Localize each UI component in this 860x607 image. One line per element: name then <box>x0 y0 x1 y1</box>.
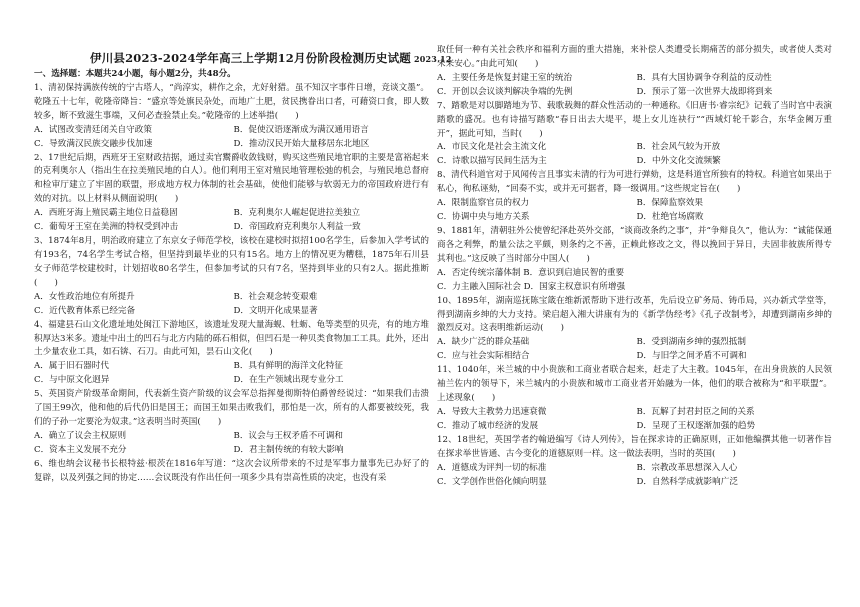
answer-option[interactable]: B．社会风气较为开放 <box>636 142 721 153</box>
option-grid <box>437 141 832 169</box>
answer-option[interactable]: B．保障监察效果 <box>636 198 703 209</box>
answer-option[interactable]: C．开创以会议谈判解决争端的先例 <box>437 86 573 97</box>
answer-option[interactable]: C．协调中央与地方关系 <box>437 212 530 223</box>
answer-option[interactable]: D．君主制传统的有较大影响 <box>233 444 344 455</box>
option-grid <box>437 197 832 225</box>
option-list <box>437 267 832 295</box>
question-stem: 10、1895年，湖南巡抚陈宝箴在维新派帮助下进行改革，先后设立矿务局、铸币局，兴办新式学堂等，得到湖南乡绅的大力支持。梁启超入湘大讲康有为的《新学伪经考》《孔子改制考》，却遭到湖南乡绅的激烈反对。这表明维新运动( ) <box>437 295 832 334</box>
question-stem: 4、福建县石山文化遗址地处闽江下游地区，该遗址发现大量海蚬、牡蛎、龟等类型的贝壳，有的地方堆积厚达3米多。遗址中出土的凹石与北方内陆的砾石相似，但凹石是一种贝类食物加工工具。此外，还出土少量农业工具，如石锛、石刀。由此可知，昙石山文化( ) <box>34 319 429 358</box>
answer-option[interactable]: D．自然科学成就影响广泛 <box>636 476 738 487</box>
answer-option[interactable]: C．与中原文化迥异 <box>34 375 110 386</box>
question-block <box>437 100 832 170</box>
question-block <box>34 319 429 389</box>
answer-option[interactable]: D．帝国政府克利奥尔人利益一致 <box>233 222 361 233</box>
question-stem: 2、17世纪后期，西班牙王室财政拮据，通过卖官鬻爵收敛钱财，购买这些殖民地官职的主要是富裕起来的克利奥尔人（指出生在拉美殖民地的白人）。他们利用王室对殖民地管理松弛的机会，与殖民地总督府和检审厅建立了牢固的联盟，形成地方权力体制的社会基础，使他们能够与软弱无力的帝国政府进行有效的对抗。以上材料从侧面说明( ) <box>34 152 429 205</box>
answer-option[interactable]: A．女性政治地位有所提升 <box>34 291 135 302</box>
option-grid <box>437 462 832 490</box>
answer-option[interactable]: D．中外文化交流频繁 <box>636 156 721 167</box>
answer-option[interactable]: C．应与社会实际相结合 <box>437 351 530 362</box>
answer-option[interactable]: A．主要任务是恢复封建王室的统治 <box>437 72 573 83</box>
question-stem: 11、1040年，米兰城的中小贵族和工商业者联合起来，赶走了大主教。1045年，在出身贵族的人民领袖兰佐内的领导下，米兰城内的小贵族和城市工商业者开始融为一体，他们的联合被称为“和平联盟”。上述现象( ) <box>437 365 832 404</box>
exam-date: 2023.12 <box>414 54 452 64</box>
question-stem: 6、维也纳会议秘书长根特兹·根茨在1816年写道：“这次会议所带来的不过是军事力量事先已办好了的复辟，以及列强之间的协定……会议既没有作出任何一项多少具有崇高性质的决定，也没有采 <box>34 458 429 483</box>
option-grid <box>34 360 429 388</box>
answer-option[interactable]: C．文学创作世俗化倾向明显 <box>437 476 547 487</box>
answer-option[interactable]: D．与旧学之间矛盾不可调和 <box>636 351 747 362</box>
question-stem: 12、18世纪，英国学者约翰逊编写《诗人列传》，旨在探求诗的正确原则，正如他编撰其他一切著作旨在探求举世皆通、古今变化的道德原则一样。这一做法表明，当时的英国( ) <box>437 434 832 459</box>
question-block <box>437 295 832 365</box>
answer-option[interactable]: A．试图改变清廷闭关自守政策 <box>34 124 152 135</box>
question-block <box>34 82 429 152</box>
answer-option[interactable]: B．具有大国协调争夺利益的反动性 <box>636 72 772 83</box>
question-stem: 1、清初保持满族传统的宁古塔人，“尚淳实，耕作之余，尤好射猎。虽不知汉字事件日增，竞谈文墨”。乾隆五十七年，乾隆帝降旨：“盛京等处旗民杂处，而地广土肥，贫民携眷出口者，可藉资口食，即人数较多，断不致滋生事端，又何必查验禁止矣。”乾隆帝的上述举措( ) <box>34 82 429 121</box>
answer-option[interactable]: D．在生产领域出现专业分工 <box>233 375 344 386</box>
answer-option[interactable]: D．杜绝官场腐败 <box>636 212 704 223</box>
answer-option[interactable]: D．预示了第一次世界大战即将到来 <box>636 86 773 97</box>
answer-option[interactable]: A．西班牙海上殖民霸主地位日益稳固 <box>34 208 178 219</box>
question-stem: 5、英国资产阶级革命期间，代表新生资产阶级的议会军总指挥曼彻斯特伯爵曾经说过：“如果我们击溃了国王99次，他和他的后代仍旧是国王；而国王如果击败我们，那怕是一次，所有的人都要被绞死，我们的子孙一定要沦为奴隶。”这表明当时英国( ) <box>34 389 429 428</box>
answer-option[interactable]: C．资本主义发展不充分 <box>34 444 127 455</box>
option-grid <box>437 72 832 100</box>
question-block <box>437 364 832 434</box>
right-column <box>437 44 832 490</box>
option-grid <box>34 207 429 235</box>
exam-title-text: 伊川县2023-2024学年高三上学期12月份阶段检测历史试题 <box>90 51 411 65</box>
question-stem: 3、1874年8月，明治政府建立了东京女子师范学校，该校在建校时拟招100名学生，后参加入学考试的有193名，74名学生考试合格，但坚持到最毕业的只有15名。地方上的情况更为糟糕，1875年石川县女子师范学校建校时，计划招收80名学生，但参加考试的只有7名，坚持到毕业的只有2人。据此推断( ) <box>34 236 429 288</box>
question-block <box>437 44 832 100</box>
question-block <box>437 225 832 295</box>
answer-option[interactable]: A．导致大主教势力迅速衰微 <box>437 406 547 417</box>
answer-option[interactable]: A．确立了议会主权原则 <box>34 430 127 441</box>
option-grid <box>34 124 429 152</box>
option-grid <box>437 406 832 434</box>
question-stem: 8、清代科道官对于风闻传言且事实未清的行为可进行弹劾，这是科道官所独有的特权。科道官如果出于私心，徇私诬劾，“回奏不实，或并无可据者，降一级调用。”这些规定旨在( ) <box>437 170 832 195</box>
question-block <box>34 458 429 486</box>
left-column <box>34 52 429 486</box>
answer-option[interactable]: C．近代教育体系已经完备 <box>34 305 136 316</box>
answer-option[interactable]: D．推动汉民开始大量移居东北地区 <box>233 138 370 149</box>
option-grid <box>437 336 832 364</box>
answer-option[interactable]: C．力主融入国际社会 D．国家主权意识有所增强 <box>437 281 626 292</box>
answer-option[interactable]: C．诗歌以描写民间生活为主 <box>437 156 547 167</box>
answer-option[interactable]: B．社会观念转变艰难 <box>233 291 318 302</box>
question-block <box>34 235 429 319</box>
answer-option[interactable]: B．瓦解了封君封臣之间的关系 <box>636 406 755 417</box>
answer-option[interactable]: B．议会与王权矛盾不可调和 <box>233 430 343 441</box>
answer-option[interactable]: A．限制监察官员的权力 <box>437 198 530 209</box>
answer-option[interactable]: D．呈现了王权逐渐加强的趋势 <box>636 420 756 431</box>
answer-option[interactable]: C．推动了城市经济的发展 <box>437 420 539 431</box>
question-stem: 9、1881年，清朝驻外公使曾纪泽赴英外交部，“谈商改条约之事”，并“争辩良久”，他认为：“诚能保通商各之利弊，酌量公法之平颇，则条约之不善，正赖此修改之文，得以挽回于异日，夫固非彼族所得专其利也。”这反映了当时部分中国人( ) <box>437 225 832 264</box>
answer-option[interactable]: A．缺少广泛的群众基础 <box>437 337 530 348</box>
answer-option[interactable]: B．促使汉语逐渐成为满汉通用语言 <box>233 124 369 135</box>
question-block <box>34 388 429 458</box>
question-stem: 7、踏歌是对以脚踏地为节、载歌载舞的群众性活动的一种通称。《旧唐书·睿宗纪》记载了当时宫中表演踏歌的盛况。也有诗描写踏歌“春日出去大堤平，堤上女儿连袂行”“西域灯轮千影合，东华金阙万重开”，据此可知，当时( ) <box>437 100 832 139</box>
question-block <box>437 434 832 490</box>
question-block <box>437 169 832 225</box>
question-stem: 取任何一种有关社会秩序和福利方面的重大措施，来补偿人类遭受长期痛苦的部分损失，或者使人类对未来安心。”由此可知( ) <box>437 45 832 69</box>
answer-option[interactable]: B．克利奥尔人崛起促进拉美独立 <box>233 208 361 219</box>
answer-option[interactable]: A．否定传统宗藩体制 B．意识到启迪民智的重要 <box>437 267 625 278</box>
answer-option[interactable]: D．文明开化成果显著 <box>233 305 318 316</box>
answer-option[interactable]: C．葡萄牙王室在美洲的特权受到冲击 <box>34 222 179 233</box>
question-block <box>34 152 429 236</box>
answer-option[interactable]: B．宗教改革思想深入人心 <box>636 462 738 473</box>
option-grid <box>34 291 429 319</box>
option-grid <box>34 430 429 458</box>
answer-option[interactable]: B．受到湖南乡绅的强烈抵制 <box>636 337 746 348</box>
answer-option[interactable]: A．属于旧石器时代 <box>34 361 109 372</box>
answer-option[interactable]: B．具有鲜明的海洋文化特征 <box>233 361 343 372</box>
section-heading: 一、选择题：本题共24小题，每小题2分，共48分。 <box>34 69 236 79</box>
answer-option[interactable]: A．道德成为评判一切的标准 <box>437 462 547 473</box>
answer-option[interactable]: A．市民文化是社会主流文化 <box>437 142 547 153</box>
answer-option[interactable]: C．导致满汉民族交融步伐加速 <box>34 138 153 149</box>
